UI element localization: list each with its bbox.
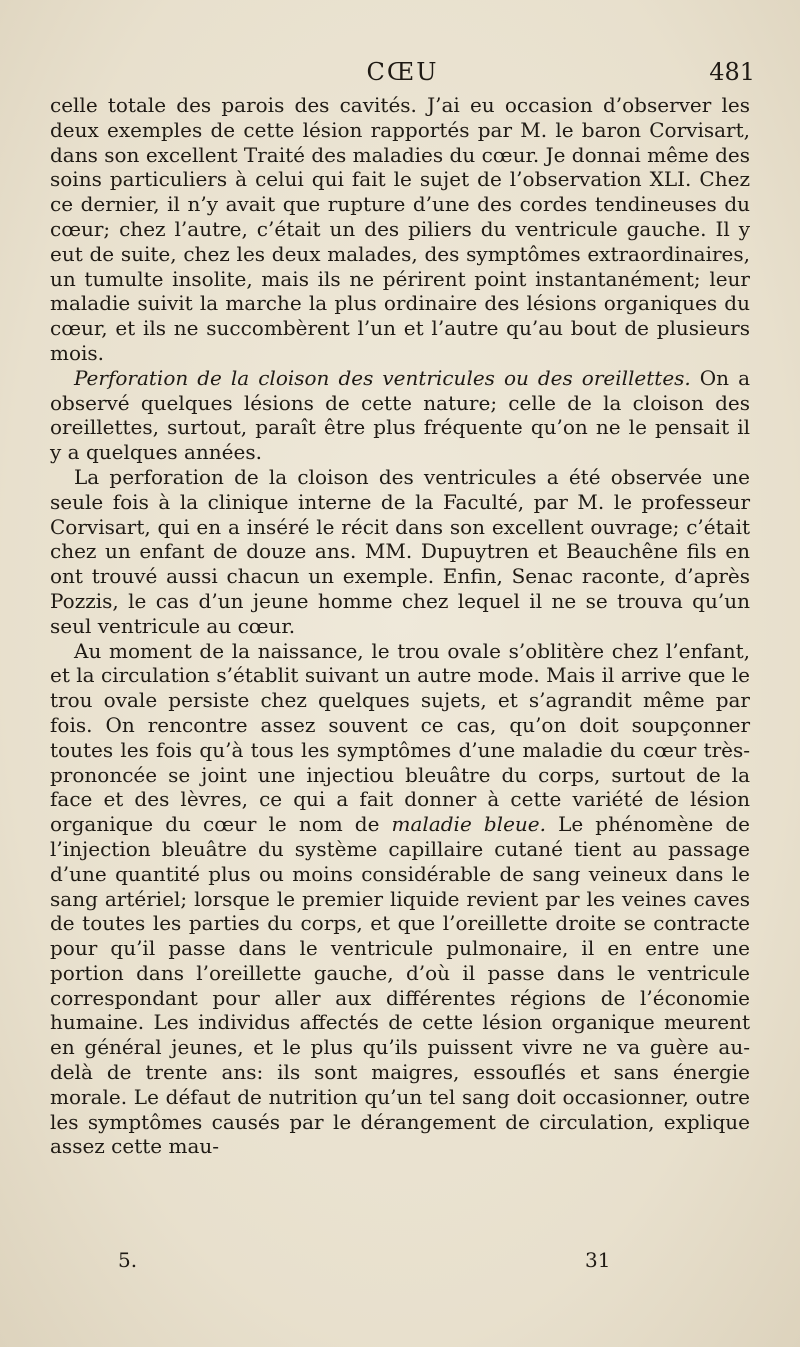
paragraph-3-text: La perforation de la cloison des ventricules a été observée une seule fois à la clinique interne de la Faculté, par M. le professeur Corvisart, qui en a inséré le récit dans son excellent ouvrage; c’était chez un enfant de douze ans. MM. Dupuytren et Beauchêne fils en ont trouvé aussi chacun un exemple. Enfin, Senac raconte, d’après Pozzis, le cas d’un jeune homme chez lequel il ne se trouva qu’un seul ventricule au cœur. [50, 464, 750, 638]
section-heading-perforation: Perforation de la cloison des ventricules ou des oreillettes. [74, 365, 691, 390]
paragraph-1-text: celle totale des parois des cavités. J’ai eu occasion d’observer les deux exemples de cette lésion rapportés par M. le baron Corvisart, dans son excellent Traité des maladies du cœur. Je donnai même des soins particuliers à celui qui fait le sujet de l’observation XLI. Chez ce dernier, il n’y avait que rupture d’une des cordes tendineuses du cœur; chez l’autre, c’était un des piliers du ventricule gauche. Il y eut de suite, chez les deux malades, des symptômes extraordinaires, un tumulte insolite, mais ils ne périrent point instantanément; leur maladie suivit la marche la plus ordinaire des lésions organiques du cœur, et ils ne succombèrent l’un et l’autre qu’au bout de plusieurs mois. [50, 93, 750, 365]
paragraph-3 [50, 465, 750, 639]
body-text [50, 93, 750, 1159]
paragraph-4 [50, 639, 750, 1160]
paragraph-2-text: On a observé quelques lésions de cette nature; celle de la cloison des oreillettes, surtout, paraît être plus fréquente qu’on ne le pensait il y a quelques années. [50, 365, 750, 465]
paragraph-1 [50, 93, 750, 366]
page-footer [50, 1248, 755, 1278]
paragraph-4-text-a: Au moment de la naissance, le trou ovale s’oblitère chez l’enfant, et la circulation s’établit suivant un autre mode. Mais il arrive que le trou ovale persiste chez quelques sujets, et s’agrandit même par fois. On rencontre assez souvent ce cas, qu’on doit soupçonner toutes les fois qu’à tous les symptômes d’une maladie du cœur très-prononcée se joint une injectiou bleuâtre du corps, surtout de la face et des lèvres, ce qui a fait donner à cette variété de lésion organique du cœur le nom de [50, 638, 750, 837]
running-head: CŒU [366, 58, 439, 86]
gathering-mark: 31 [585, 1248, 611, 1272]
paragraph-2 [50, 366, 750, 465]
page-header [50, 58, 755, 94]
paragraph-4-text-b: Le phénomène de l’injection bleuâtre du système capillaire cutané tient au passage d’une quantité plus ou moins considérable de sang veineux dans le sang artériel; lorsque le premier liquide revient par les veines caves de toutes les parties du corps, et que l’oreillette droite se contracte pour qu’il passe dans le ventricule pulmonaire, il en entre une portion dans l’oreillette gauche, d’où il passe dans le ventricule correspondant pour aller aux différentes régions de l’économie humaine. Les individus affectés de cette lésion organique meurent en général jeunes, et le plus qu’ils puissent vivre ne va guère au-delà de trente ans: ils sont maigres, essouflés et sans énergie morale. Le défaut de nutrition qu’un tel sang doit occasionner, outre les symptômes causés par le dérangement de circulation, explique assez cette mau- [50, 812, 750, 1159]
term-maladie-bleue: maladie bleue. [391, 812, 546, 837]
page-number: 481 [709, 58, 755, 86]
signature-mark: 5. [118, 1248, 138, 1272]
